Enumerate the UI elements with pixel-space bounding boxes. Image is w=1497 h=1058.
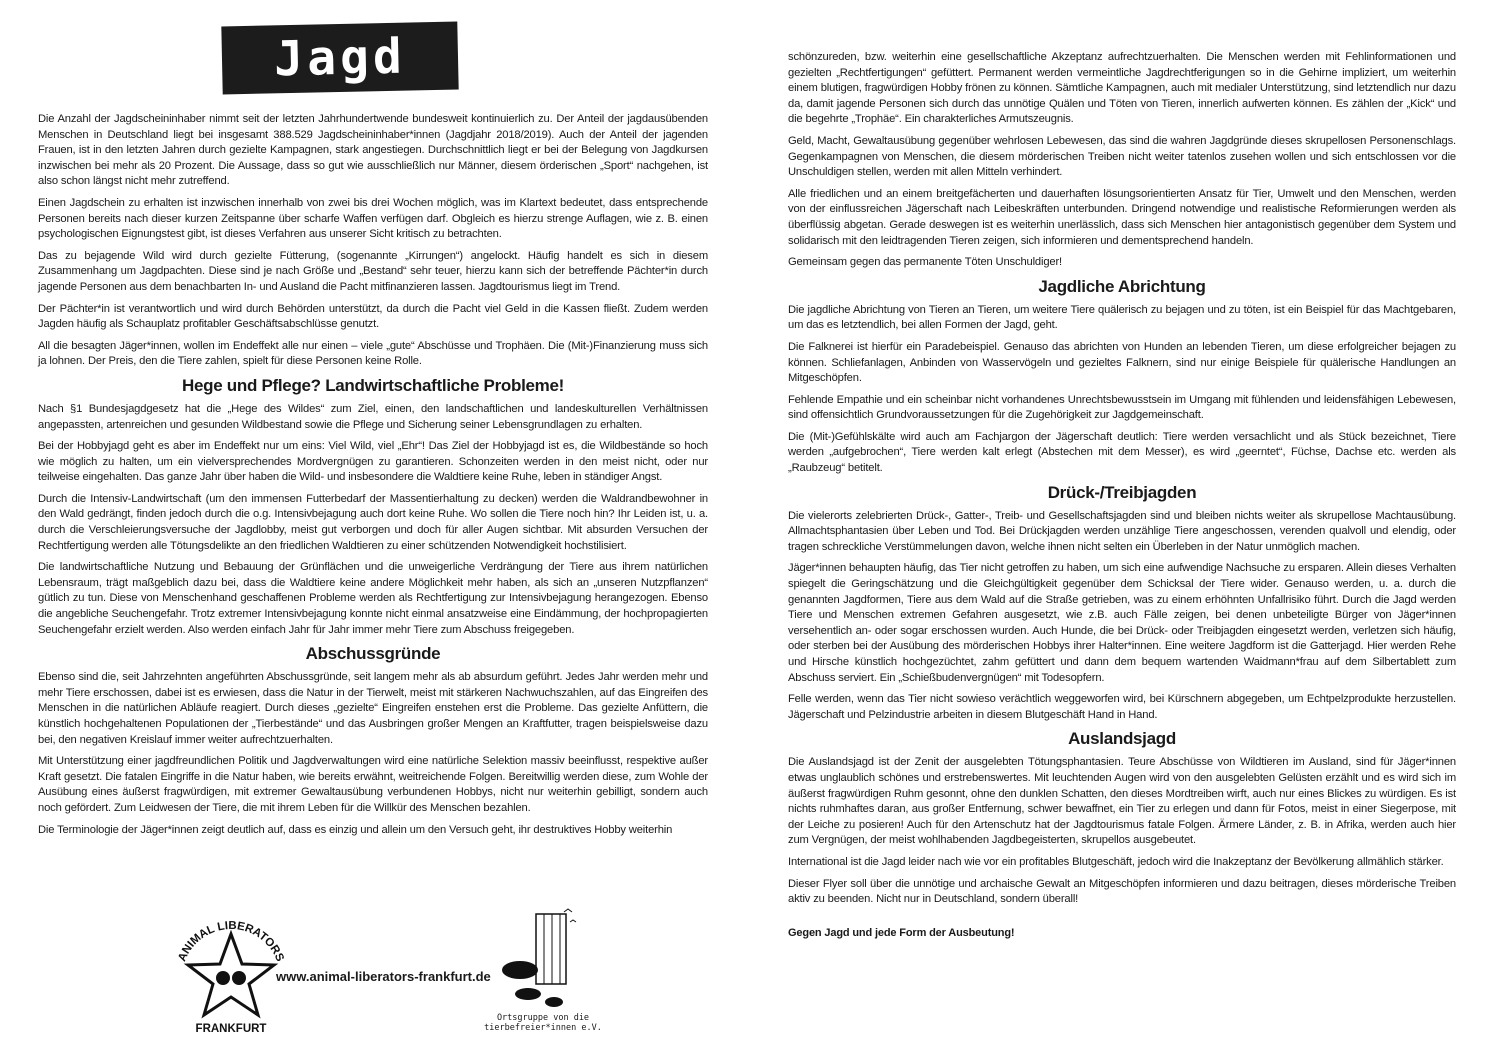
intro-paragraph: Alle friedlichen und an einem breitgefächerten und dauerhaften lösungsorientierten Ansatz für Tier, Umwelt und den Menschen, werden von der einflussreichen Jägerschaft nach Leibeskräften unterbunden. Dringend notwendige und realistische Reformierungen werden als überflüssig abgetan. Gerade deswegen ist es weiterhin unerlässlich, dass sich Menschen hier antagonistisch gegenüber dem System und solidarisch mit den leidtragenden Tieren zeigen, sich informieren und dementsprechend handeln. bbox=[788, 187, 1456, 247]
star-shape bbox=[188, 934, 274, 1015]
section-paragraph: International ist die Jagd leider nach wie vor ein profitables Blutgeschäft, jedoch wird die Inakzeptanz der Bevölkerung allmählich stärker. bbox=[788, 855, 1444, 868]
section-paragraph: Die Terminologie der Jäger*innen zeigt deutlich auf, dass es einzig und allein um den Versuch geht, ihr destruktives Hobby weiterhin bbox=[38, 823, 673, 836]
section-paragraph: Dieser Flyer soll über die unnötige und archaische Gewalt an Mitgeschöpfen informieren und dazu beitragen, dieses mörderische Treiben aktiv zu beenden. Nicht nur in Deutschland, sondern überall! bbox=[788, 877, 1456, 906]
page-title-box bbox=[221, 22, 458, 95]
closing-statement: Gegen Jagd und jede Form der Ausbeutung! bbox=[788, 926, 1015, 939]
intro-paragraph: All die besagten Jäger*innen, wollen im Endeffekt alle nur einen – viele „gute“ Abschüsse und Trophäen. Die (Mit-)Finanzierung muss sich ja lohnen. Der Preis, den die Tiere zahlen, spielt für diese Personen keine Rolle. bbox=[38, 339, 708, 368]
logo-top-text: ANIMAL LIBERATORS bbox=[176, 919, 286, 964]
section-paragraph: Die landwirtschaftliche Nutzung und Bebauung der Grünflächen und die unweigerliche Verdrängung der Tiere aus ihrem natürlichen Lebensraum, trägt maßgeblich dazu bei, dass die Waldtiere keine andere Möglichkeit mehr haben, als sich an „unseren Nutzpflanzen“ gütlich zu tun. Diese von Menschenhand geschaffenen Probleme werden als Rechtfertigung zur Intensivbejagung herangezogen. Ebenso die angebliche Seuchengefahr. Trotz extremer Intensivbejagung konnte nicht einmal ansatzweise eine Eindämmung, der hochpropagierten Seuchengefahr erzielt werden. Also werden einfach Jahr für Jahr immer mehr Tiere zum Abschuss freigegeben. bbox=[38, 561, 708, 636]
section-heading-abrichtung: Jagdliche Abrichtung bbox=[1038, 276, 1206, 296]
section-paragraph: Die Auslandsjagd ist der Zenit der ausgelebten Tötungsphantasien. Teure Abschüsse von Wildtieren im Ausland, sind für Jäger*innen etwas unglaublich schönes und erstrebenswertes. Mit leuchtenden Augen wird von den ausgelebten Gelüsten erzählt und es wird sich im äußerst fragwürdigen Ruhm gesonnt, ohne den dunklen Schatten, den dieses Mordtreiben wirft, auch nur eines Blickes zu würdigen. Es ist nichts ruhmhaftes daran, aus großer Entfernung, schwer bewaffnet, ein Tier zu erlegen und dann für Fotos, meist in einer Siegerpose, mit der Leiche zu posieren! Auch für den Artenschutz hat der Jagdtourismus fatale Folgen. Ärmere Länder, z. B. in Afrika, werden auch hier zum Vergnügen, der meist wohlhabenden Jagdbegeisterten, skrupellos ausgebeutet. bbox=[788, 756, 1456, 847]
fist-icon bbox=[216, 971, 230, 985]
section-paragraph: Jäger*innen behaupten häufig, das Tier nicht getroffen zu haben, um sich eine aufwendige Nachsuche zu ersparen. Allein dieses Verhalten spiegelt die Geringschätzung und die Gleichgültigkeit gegenüber dem Schicksal der Tiere wider. Genauso werden, u. a. durch die genannten Jagdformen, Tiere aus dem Wald auf die Straße getrieben, was zu einem erhöhnten Unfallrisiko führt. Durch die Jagd werden Tiere und Menschen extremen Gefahren ausgesetzt, wie z.B. auch Fälle zeigen, bei denen unbeteiligte Bürger von Jäger*innen versehentlich an- oder sogar erschossen wurden. Auch Hunde, die bei Drück- oder Treibjagden eingesetzt werden, verletzen sich häufig, oder sterben bei der Ausübung des mörderischen Hobbys ihrer Halter*innen. Eine weitere Jagdform ist die Gatterjagd. Hier werden Rehe und Hirsche künstlich hochgezüchtet, zahm gefüttert und dann dem bequem wartenden Waidmann*frau auf dem Silbertablett zum Abschuss serviert. Ein „Schießbudenvergnügen“ mit Todesopfern. bbox=[788, 562, 1456, 684]
section-heading-treibjagden: Drück-/Treibjagden bbox=[1047, 482, 1197, 502]
section-paragraph: Die (Mit-)Gefühlskälte wird auch am Fachjargon der Jägerschaft deutlich: Tiere werden versachlicht und als Stück bezeichnet, Tiere werden „aufgebrochen“, Tiere werden kalt erlegt (Abstechen mit dem Messer), es wird „geerntet“, Füchse, Dachse etc. werden als „Raubzeug“ betitelt. bbox=[788, 430, 1456, 475]
intro-paragraph: schönzureden, bzw. weiterhin eine gesellschaftliche Akzeptanz aufrechtzuerhalten. Die Menschen werden mit Fehlinformationen und gezielten „Rechtfertigungen“ gefüttert. Permanent werden vermeintliche Jagdrechtferigungen so in die Gehirne impliziert, um weiterhin einem blutigen, fragwürdigen Hobby frönen zu können. Sämtliche Kampagnen, auch mit medialer Unterstützung, sind letztendlich nur dazu da, damit jagende Personen sich durch das unnötige Quälen und Töten von Tieren, innerlich aufwerten können. Es zählen der „Kick“ und die begehrte „Trophäe“. Ein charakterliches Armutszeugnis. bbox=[788, 51, 1456, 126]
section-paragraph: Felle werden, wenn das Tier nicht sowieso verächtlich weggeworfen wird, bei Kürschnern abgegeben, um Echtpelzprodukte herzustellen. Jägerschaft und Pelzindustrie arbeiten in diesem Blutgeschäft Hand in Hand. bbox=[788, 693, 1456, 721]
intro-paragraph: Das zu bejagende Wild wird durch gezielte Fütterung, (sogenannte „Kirrungen“) angelockt. Häufig handelt es sich in diesem Zusammenhang um Jagdpachten. Diese sind je nach Größe und „Bestand“ sehr teuer, hierzu kann sich der betreffende Pächter*in durch jagende Personen aus dem benachbarten In- und Ausland die Pacht mitfinanzieren lassen. Jagdtourismus liegt im Trend. bbox=[38, 249, 708, 293]
paw-icon bbox=[232, 971, 246, 985]
left-text-flow bbox=[38, 112, 708, 844]
intro-paragraph: Gemeinsam gegen das permanente Töten Unschuldiger! bbox=[788, 256, 1063, 269]
section-heading-abschussgruende: Abschussgründe bbox=[305, 644, 441, 664]
section-heading-auslandsjagd: Auslandsjagd bbox=[1068, 729, 1176, 749]
section-paragraph: Ebenso sind die, seit Jahrzehnten angeführten Abschussgründe, seit langem mehr als ab absurdum geführt. Jedes Jahr werden mehr und mehr Tiere erschossen, dabei ist es erwiesen, dass die Natur in der Tierwelt, meist mit stärkeren Nachwuchszahlen, auf das Eingreifen des Menschen in die natürlichen Abläufe reagiert. Durch dieses „gezielte“ Eingreifen enstehen erst die Probleme. Das gezielte Anfüttern, die künstlich hochgehaltenen Populationen der „Tierbestände“ und das Ausbringen großer Mengen an Kraftfutter, tragen beispielsweise dazu bei, den negativen Kreislauf immer weiter aufrechtzuerhalten. bbox=[38, 671, 708, 746]
section-paragraph: Bei der Hobbyjagd geht es aber im Endeffekt nur um eins: Viel Wild, viel „Ehr“! Das Ziel der Hobbyjagd ist es, die Wildbestände so hoch wie möglich zu halten, um ein vielversprechendes Mordvergnügen zu garantieren. Schonzeiten werden in den meist nicht, oder nur teilweise eingehalten. Das ganze Jahr über haben die Wild- und insbesondere die Waldtiere keine Ruhe, leben in ständiger Angst. bbox=[38, 440, 708, 484]
logo-bottom-text: FRANKFURT bbox=[195, 1023, 267, 1035]
section-heading-hege: Hege und Pflege? Landwirtschaftliche Probleme! bbox=[182, 375, 564, 395]
section-paragraph: Fehlende Empathie und ein scheinbar nicht vorhandenes Unrechtsbewusstsein im Umgang mit fühlenden und leidensfähigen Lebewesen, sind offensichtlich Grundvoraussetzungen für die Zugehörigkeit zur Jagdgemeinschaft. bbox=[788, 393, 1456, 422]
right-text-flow bbox=[788, 50, 1456, 947]
intro-paragraph: Der Pächter*in ist verantwortlich und wird durch Behörden unterstützt, da durch die Pacht viel Geld in die Kassen fließt. Zudem werden Jagden häufig als Schauplatz profitabler Geschäftsabschlüsse genutzt. bbox=[38, 302, 708, 331]
intro-paragraph: Einen Jagdschein zu erhalten ist inzwischen innerhalb von zwei bis drei Wochen möglich, was im Klartext bedeutet, dass entsprechende Personen bereits nach dieser kurzen Zeitspanne über scharfe Waffen verfügen darf. Obgleich es hierzu strenge Auflagen, wie z. B. einen psychologischen Eignungstest gibt, ist dieses Verfahren aus unserer Sicht kritisch zu betrachten. bbox=[38, 196, 708, 241]
animal-illustration bbox=[492, 908, 578, 1010]
section-paragraph: Die jagdliche Abrichtung von Tieren an Tieren, um weitere Tiere quälerisch zu bejagen und zu töten, ist ein Beispiel für das Machtgebaren, um das es letztendlich, bei allen Formen der Jagd, geht. bbox=[788, 303, 1456, 332]
section-paragraph: Die Falknerei ist hierfür ein Paradebeispiel. Genauso das abrichten von Hunden an lebenden Tieren, um diese erfolgreicher bejagen zu können. Schliefanlagen, Anbinden von Wasservögeln und gezieltes Falknern, sind nur einige Beispiele für quälerische Handlungen an Mitgeschöpfen. bbox=[788, 340, 1456, 385]
section-paragraph: Mit Unterstützung einer jagdfreundlichen Politik und Jagdverwaltungen wird eine natürliche Selektion massiv beeinflusst, respektive außer Kraft gesetzt. Die fatalen Eingriffe in die Natur haben, wie bereits erwähnt, weitreichende Folgen. Bereitwillig werden diese, zum Wohle der Ausübung eines äußerst fragwürdigen, mit extremer Gewaltausübung verbundenen Hobbys, nicht nur weiterhin gebilligt, sondern auch noch gefördert. Zum Leidwesen der Tiere, die mit ihrem Leben für die Willkür des Menschen bezahlen. bbox=[38, 755, 708, 814]
page-title: Jagd bbox=[273, 28, 407, 88]
intro-paragraph: Die Anzahl der Jagdscheininhaber nimmt seit der letzten Jahrhundertwende bundesweit kontinuierlich zu. Der Anteil der jagdausübenden Menschen in Deutschland liegt bei insgesamt 388.529 Jagdscheininhaber*innen (Jagdjahr 2018/2019). Auch der Anteil der jagenden Frauen, ist in den letzten Jahren durch gezielte Kampagnen, stark angestiegen. Durchschnittlich liegt er bei der Belegung von Jagdkursen inzwischen bei mehr als 20 Prozent. Die Aussage, dass so gut wie ausschließlich nur Männer, diesem örderischen „Sport“ nachgehen, ist also schon längst nicht mehr zutreffend. bbox=[38, 113, 708, 188]
intro-paragraph: Geld, Macht, Gewaltausübung gegenüber wehrlosen Lebewesen, das sind die wahren Jagdgründe dieses skrupellosen Personenschlags. Gegenkampagnen von Menschen, die diesem mörderischen Treiben nicht weiter tatenlos zusehen wollen und sich entschlossen vor die Unschuldigen stellen, werden mit allen Mitteln verhindert. bbox=[788, 134, 1456, 179]
section-paragraph: Nach §1 Bundesjagdgesetz hat die „Hege des Wildes“ zum Ziel, einen, den landschaftlichen und landeskulturellen Verhältnissen angepassten, artenreichen und gesunden Wildbestand sowie die Pflege und Sicherung seiner Lebensgrundlagen zu erhalten. bbox=[38, 402, 708, 431]
section-paragraph: Durch die Intensiv-Landwirtschaft (um den immensen Futterbedarf der Massentierhaltung zu decken) werden die Waldrandbewohner in den Wald gedrängt, finden jedoch durch die o.g. Intensivbejagung auch dort keine Ruhe. Wo sollen die Tiere noch hin? Ihr Leiden ist, u. a. durch die Verschleierungsversuche der Jagdlobby, meist gut verborgen und doch für aller Augen sichtbar. Mit absurden Versuchen der Rechtfertigung werden alle Tötungsdelikte an den friedlichen Waldtieren zu einer schützenden Notwendigkeit hochstilisiert. bbox=[38, 492, 708, 552]
section-paragraph: Die vielerorts zelebrierten Drück-, Gatter-, Treib- und Gesellschaftsjagden sind und bleiben nichts weiter als skrupellose Machtausübung. Allmachtsphantasien über Leben und Tod. Bei Drückjagden werden unzählige Tiere angeschossen, verenden qualvoll und elendig, oder tragen schreckliche Verstümmelungen davon, welche ihnen nicht selten ein Überleben in der Natur unmöglich machen. bbox=[788, 509, 1456, 553]
website-link[interactable]: www.animal-liberators-frankfurt.de bbox=[276, 969, 491, 984]
illustration-caption: Ortsgruppe von die tierbefreier*innen e.V. bbox=[484, 1013, 602, 1033]
